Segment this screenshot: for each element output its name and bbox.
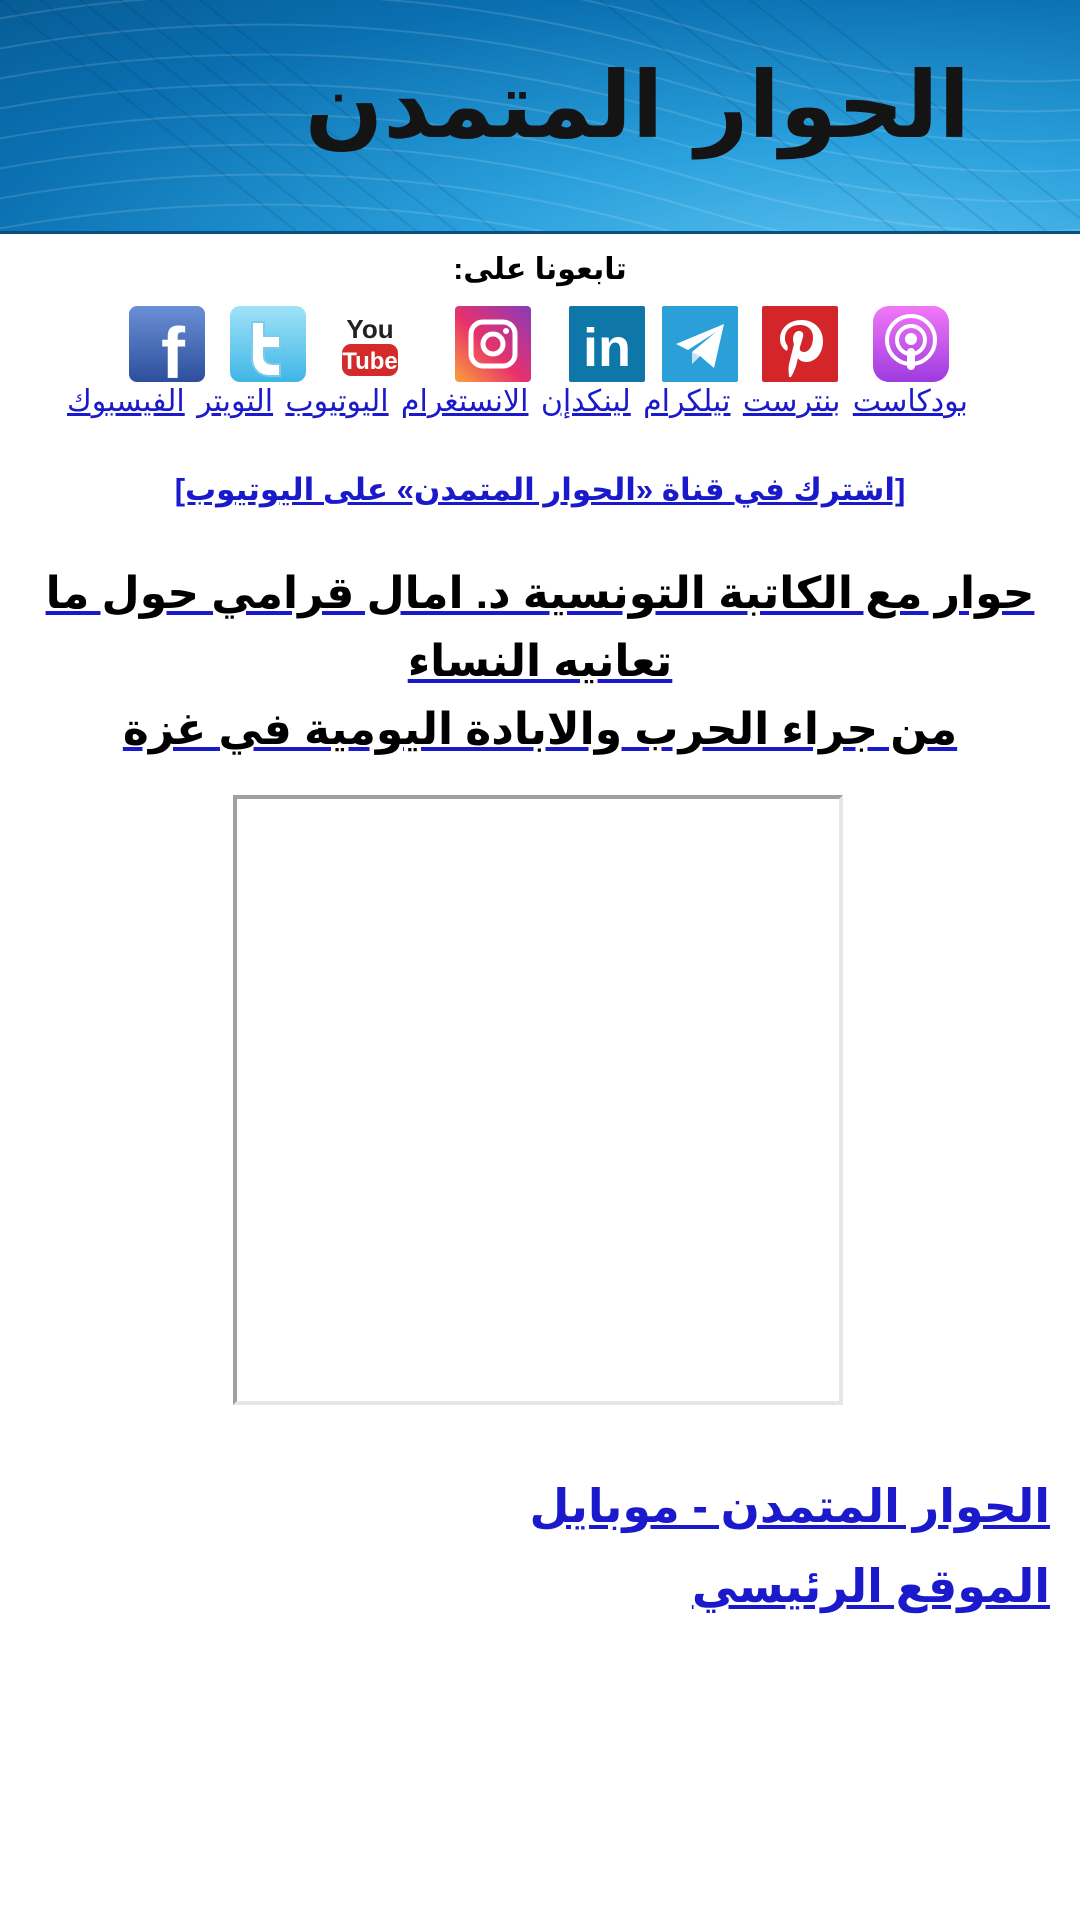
header-banner <box>0 0 1080 234</box>
telegram-icon[interactable] <box>662 306 738 382</box>
facebook-icon[interactable] <box>129 306 205 382</box>
youtube-link[interactable]: اليوتيوب <box>285 385 389 418</box>
social-icons-row <box>0 306 1080 382</box>
embedded-video-frame[interactable] <box>233 795 843 1405</box>
youtube-subscribe-link[interactable]: [اشترك في قناة «الحوار المتمدن» على اليوتيوب] <box>174 472 906 507</box>
twitter-link[interactable]: التويتر <box>197 385 274 418</box>
podcast-icon[interactable] <box>873 306 949 382</box>
article-headline <box>0 560 1080 764</box>
banner-divider <box>0 231 1080 234</box>
svg-text:You: You <box>346 314 394 344</box>
instagram-icon[interactable] <box>455 306 531 382</box>
youtube-icon[interactable] <box>332 306 408 382</box>
follow-us-label: تابعونا على: <box>453 253 627 286</box>
podcast-link[interactable]: بودكاست <box>852 385 968 418</box>
pinterest-link[interactable]: بنترست <box>742 385 841 418</box>
main-site-link[interactable]: الموقع الرئيسي <box>691 1560 1050 1612</box>
site-logo-title[interactable]: الحوار المتمدن <box>304 52 970 159</box>
instagram-link[interactable]: الانستغرام <box>400 385 529 418</box>
svg-text:f: f <box>161 314 185 382</box>
subscribe-container <box>0 472 1080 508</box>
headline-link-line1[interactable]: حوار مع الكاتبة التونسية د. امال قرامي حول ما تعانيه النساء <box>45 569 1035 686</box>
twitter-icon[interactable] <box>230 306 306 382</box>
linkedin-link[interactable]: لينكدإن <box>540 385 631 418</box>
linkedin-icon[interactable] <box>569 306 645 382</box>
social-text-links <box>66 384 970 424</box>
svg-text:in: in <box>583 318 631 378</box>
footer-links <box>530 1466 1050 1626</box>
telegram-link[interactable]: تيلكرام <box>643 385 731 418</box>
headline-link-line2[interactable]: من جراء الحرب والابادة اليومية في غزة <box>122 705 958 754</box>
mobile-site-link[interactable]: الحوار المتمدن - موبايل <box>529 1480 1050 1532</box>
pinterest-icon[interactable] <box>762 306 838 382</box>
facebook-link[interactable]: الفيسبوك <box>66 385 185 418</box>
svg-text:Tube: Tube <box>342 348 398 375</box>
